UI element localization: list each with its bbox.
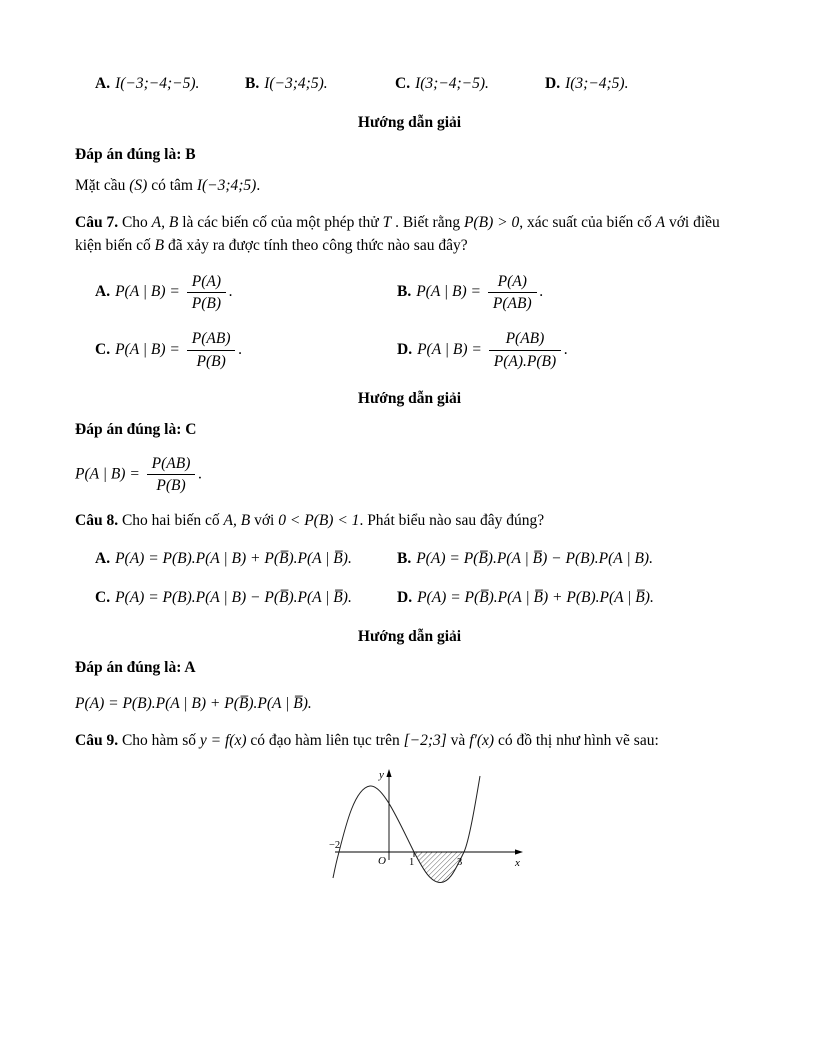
correct-answer-q8: Đáp án đúng là: A (75, 659, 196, 677)
fraction: $\frac{P(A)}{P(B)}$ (187, 272, 226, 314)
option-label: A. (95, 282, 111, 300)
option-label: B. (397, 549, 412, 567)
option-formula: P(A | B) = $\frac{P(AB)}{P(B)}$ . (115, 330, 243, 370)
x-axis-label: x (515, 857, 520, 869)
option-label: C. (95, 340, 111, 358)
q6-option-c (395, 72, 545, 95)
option-math: P(A) = P(B̅).P(A | B̅) + P(B).P(A | B̅). (417, 588, 654, 606)
q6-option-a (95, 72, 245, 95)
option-math: I(−3;−4;−5). (115, 75, 200, 92)
option-label: B. (397, 282, 412, 300)
option-label: D. (397, 340, 413, 358)
q7-option-a (95, 272, 397, 314)
solution-heading-q8: Hướng dẫn giải (357, 628, 462, 645)
derivative-graph (327, 764, 527, 899)
option-label: D. (397, 588, 413, 606)
option-math: P(A) = P(B).P(A | B) + P(B̅).P(A | B̅). (115, 549, 352, 567)
option-formula: P(A | B) = $\frac{P(AB)}{P(A).P(B)}$ . (417, 330, 569, 370)
tick-label-1: 1 (409, 857, 415, 868)
q7-option-b (397, 272, 744, 314)
option-label: A. (95, 549, 111, 567)
correct-answer-q7: Đáp án đúng là: C (75, 421, 197, 439)
q7-solution-formula: P(A | B) = $\frac{P(AB)}{P(B)}$ . (75, 454, 203, 494)
tick-label-3: 3 (457, 857, 463, 868)
correct-answer-q6: Đáp án đúng là: B (75, 145, 196, 163)
q6-option-d (545, 72, 744, 95)
fraction: $\frac{P(AB)}{P(A).P(B)}$ (489, 329, 561, 371)
solution-heading-q6: Hướng dẫn giải (357, 114, 462, 132)
option-math: P(A) = P(B).P(A | B) − P(B̅).P(A | B̅). (115, 588, 352, 606)
solution-heading-q7: Hướng dẫn giải (357, 390, 462, 407)
y-axis-arrow (386, 769, 391, 777)
y-axis-label: y (379, 769, 384, 781)
q8-options (75, 547, 744, 610)
q8-option-c (95, 586, 397, 609)
q8-solution-formula: P(A) = P(B).P(A | B) + P(B̅).P(A | B̅). (75, 694, 312, 712)
q7-statement: Câu 7. Cho A, B là các biến cố của một phép thử T . Biết rằng P(B) > 0, xác suất của biến cố A với điều kiện biến cố B đã xảy ra được tính theo công thức nào sau đây? (75, 214, 720, 255)
q6-option-b (245, 72, 395, 95)
q8-option-b (397, 547, 744, 570)
q9-graph-figure (327, 764, 744, 899)
q7-options (75, 272, 744, 372)
option-label: C. (95, 588, 111, 606)
q8-option-a (95, 547, 397, 570)
option-label: A. (95, 75, 111, 92)
fraction: $\frac{P(AB)}{P(B)}$ (147, 454, 196, 496)
option-math: I(−3;4;5). (264, 75, 328, 92)
q7-option-d (397, 329, 744, 371)
fraction: $\frac{P(A)}{P(AB)}$ (488, 272, 537, 314)
option-label: C. (395, 75, 411, 92)
q7-option-c (95, 329, 397, 371)
option-math: P(A) = P(B̅).P(A | B̅) − P(B).P(A | B). (416, 549, 653, 567)
q6-answer-options (75, 72, 744, 95)
tick-label-minus2: −2 (329, 840, 341, 851)
option-formula: P(A | B) = $\frac{P(A)}{P(AB)}$ . (416, 272, 544, 312)
q8-statement: Câu 8. Cho hai biến cố A, B với 0 < P(B) < 1. Phát biểu nào sau đây đúng? (75, 512, 545, 530)
option-math: I(3;−4;5). (565, 75, 629, 92)
option-formula: P(A | B) = $\frac{P(A)}{P(B)}$ . (115, 272, 233, 312)
fraction: $\frac{P(AB)}{P(B)}$ (187, 329, 236, 371)
solution-body-q6: Mặt cầu (S) có tâm I(−3;4;5). (75, 176, 261, 194)
option-math: I(3;−4;−5). (415, 75, 489, 92)
option-label: D. (545, 75, 561, 92)
q8-option-d (397, 586, 744, 609)
q9-statement: Câu 9. Cho hàm số y = f(x) có đạo hàm liên tục trên [−2;3] và f′(x) có đồ thị như hình vẽ sau: (75, 731, 659, 749)
option-label: B. (245, 75, 260, 92)
x-axis-arrow (515, 849, 523, 854)
origin-label: O (378, 855, 386, 867)
